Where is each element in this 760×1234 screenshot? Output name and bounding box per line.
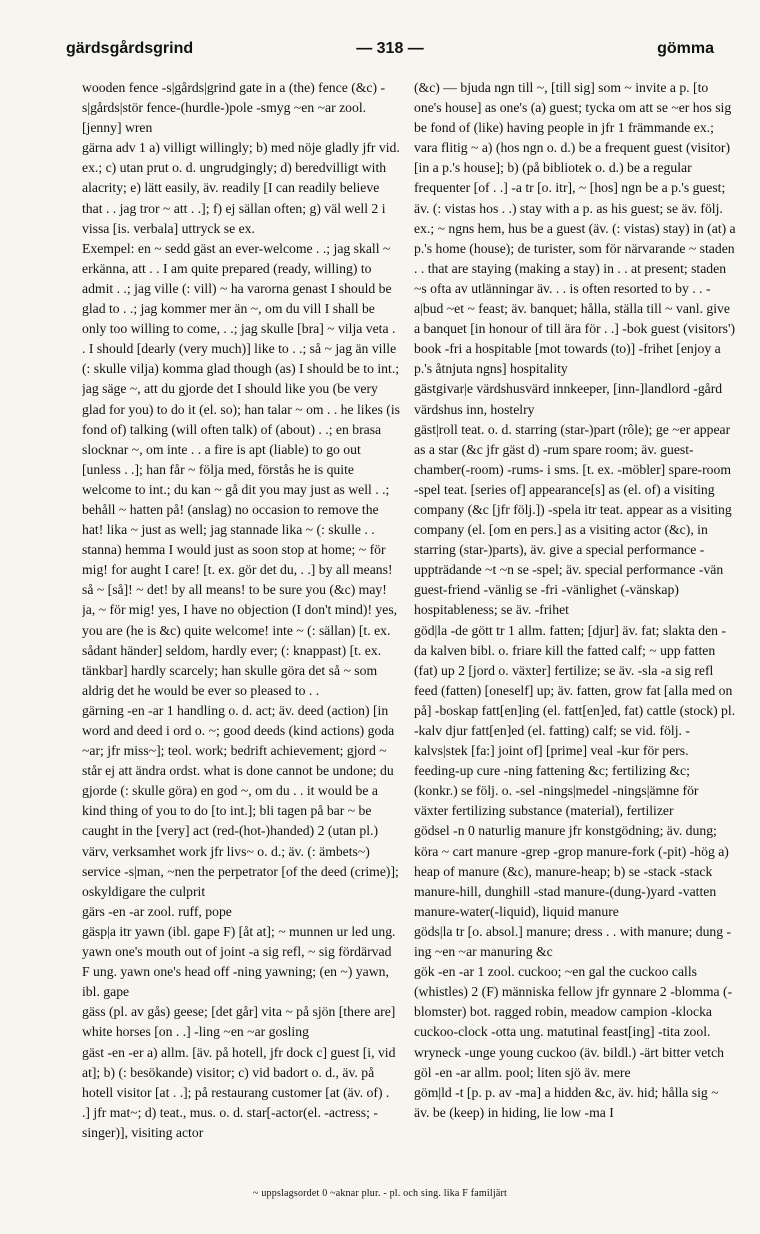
entry-paragraph: gäst -en -er a) allm. [äv. på hotell, jfr dock c] guest [i, vid at]; b) (: besökande) visitor; c) vid badort o. d., äv. på hotell visitor [at . .]; på restaurang customer [at (äv. of) . .] jfr mat~; d) teat., mus. o. d. star[-actor(el. -actress; -singer)], visiting actor [82, 1044, 396, 1140]
right-guide-word: gömma [657, 40, 714, 57]
entry-paragraph: wooden fence -s|gårds|grind gate in a (the) fence (&c) -s|gårds|stör fence-(hurdle-)pole -smyg ~en ~ar zool. [jenny] wren [82, 80, 386, 136]
entry-paragraph: gödsel -n 0 naturlig manure jfr konstgödning; äv. dung; köra ~ cart manure -grep -grop manure-fork (-pit) -hög a) heap of manure (&c), manure-heap; b) se -stack -stack manure-hill, dunghill -stad manure-(dung-)yard -vatten manure-water(-liquid), liquid manure [414, 823, 729, 919]
abbreviation-key-footer: ~ uppslagsordet 0 ~aknar plur. - pl. och sing. lika F familjärt [253, 1188, 507, 1199]
entry-paragraph: gäsp|a itr yawn (ibl. gape F) [åt at]; ~ munnen ur led ung. yawn one's mouth out of joint -a sig refl, ~ sig fördärvad F ung. yawn one's head off -ning yawning; (en ~) yawn, ibl. gape [82, 923, 396, 1000]
entry-paragraph: göm|ld -t [p. p. av -ma] a hidden &c, äv. hid; hålla sig ~ äv. be (keep) in hiding, lie low -ma I [414, 1084, 719, 1120]
entry-paragraph: göds|la tr [o. absol.] manure; dress . . with manure; dung -ing ~en ~ar manuring &c [414, 923, 732, 960]
entry-paragraph: gäss (pl. av gås) geese; [det går] vita ~ på sjön [there are] white horses [on . .] -ling ~en ~ar gosling [82, 1004, 396, 1040]
left-column [82, 78, 400, 1144]
entry-paragraph: gästgivar|e värdshusvärd innkeeper, [inn-]landlord -gård värdshus inn, hostelry [414, 381, 723, 417]
entry-paragraph: gärning -en -ar 1 handling o. d. act; äv. deed (action) [in word and deed i ord o. ~; good deeds (kind actions) goda ~ar; jfr miss~]; teol. work; bedrift achievement; gjord ~ står ej att ändra ordst. what is done cannot be undone; du gjorde (: skulle göra) en god ~, om du . . it would be a kind thing of you to do [to int.]; bli tagen på bar ~ be caught in the [very] act (red-(hot-)handed) 2 (utan pl.) värv, verksamhet work jfr livs~ o. d.; äv. (: ämbets~) service -s|man, ~nen the perpetrator [of the deed (crime)]; oskyldigare the culprit [82, 702, 399, 899]
left-guide-word: gärdsgårdsgrind [66, 40, 194, 57]
right-column [414, 78, 736, 1144]
page-number: — 318 — [356, 40, 424, 57]
page-header [66, 40, 714, 64]
entry-paragraph: göl -en -ar allm. pool; liten sjö äv. mere [414, 1064, 631, 1080]
entry-paragraph: gärna adv 1 a) villigt willingly; b) med nöje gladly jfr vid. ex.; c) utan prut o. d. ungrudgingly; d) beredvilligt with alacrity; e) lätt easily, äv. readily [I can readily believe that . . jag tror ~ att . .]; f) ej sällan often; g) väl well 2 i vissa [is. verbala] uttryck se ex. [82, 140, 400, 236]
entry-paragraph: gärs -en -ar zool. ruff, pope [82, 903, 232, 919]
entry-paragraph: gök -en -ar 1 zool. cuckoo; ~en gal the cuckoo calls (whistles) 2 (F) människa fellow jfr gynnare 2 -blomma (-blomster) bot. ragged robin, meadow campion -klocka cuckoo-clock -otta ung. matutinal feast[ing] -tita zool. wryneck -unge young cuckoo (äv. bildl.) -ärt bitter vetch [414, 964, 733, 1060]
entry-paragraph: gäst|roll teat. o. d. starring (star-)part (rôle); ge ~er appear as a star (&c jfr gäst d) -rum spare room; äv. guest-chamber(-room) -rums- i sms. [t. ex. -möbler] spare-room -spel teat. [series of] appearance[s] as (el. of) a visiting company (&c [jfr följ.]) -spela itr teat. appear as a visiting company (el. [om en pers.] as a visiting actor (&c), in starring (star-)parts), äv. give a special performance -uppträdande ~t ~n se -spel; äv. special performance -vän guest-friend -vänlig se -fri -vänlighet (-vänskap) hospitableness; se äv. -frihet [414, 421, 732, 618]
entry-paragraph: Exempel: en ~ sedd gäst an ever-welcome . .; jag skall ~ erkänna, att . . I am quite prepared (ready, willing) to admit . .; jag ville (: vill) ~ ha varorna genast I should be glad to . .; jag kommer mer än ~, om du vill I shall be only too willing to come, . .; jag skulle [bra] ~ vilja veta . . I should [dearly (very much)] like to . .; så ~ jag än ville (: skulle vilja) komma glad though (as) I should be to int.; jag säge ~, att du gjorde det I should like you (be very glad for you) to do it (el. so); han talar ~ om . . he likes (is fond of) talking (will often talk) of (about) . .; en brasa slocknar ~, om inte . . a fire is apt (liable) to go out [unless . .]; han får ~ följa med, förstås he is quite welcome to int.; du kan ~ gå dit you may just as well . .; behåll ~ hatten på! (anslag) no occasion to remove the hat! lika ~ just as well; jag stannade lika ~ (: skulle . . stanna) hemma I would just as soon stop at home; ~ för mig! for aught I care! [t. ex. gör det du, . .] by all means! så ~ [så]! ~ det! by all means! to be sure you (&c) may! ja, ~ för mig! yes, I have no objection (I don't mind)! yes, you are (he is &c) quite welcome! inte ~ (: sällan) [t. ex. sådant händer] seldom, hardly ever; (: knappast) [t. ex. tänkbar] hardly scarcely; han skulle göra det så ~ som aldrig det he would be ever so pleased to . . [82, 240, 400, 698]
entry-paragraph: göd|la -de gött tr 1 allm. fatten; [djur] äv. fat; slakta den -da kalven bibl. o. friare kill the fatted calf; ~ upp fatten (fat) up 2 [jord o. växter] fertilize; se äv. -sla -a sig refl feed (fatten) [oneself] up; äv. fatten, grow fat [alla med on på] -boskap fatt[en]ing (el. fatt[en]ed, fat) cattle (stock) pl. -kalv djur fatt[en]ed (el. fatting) calf; se vid. följ. -kalvs|stek [fa:] joint of] [prime] veal -kur för pers. feeding-up cure -ning fattening &c; fertilizing &c; (konkr.) se följ. o. -sel -nings|medel -nings|ämne för växter fertilizing substance (material), fertilizer [414, 622, 736, 819]
entry-paragraph: (&c) — bjuda ngn till ~, [till sig] som ~ invite a p. [to one's house] as one's (a) guest; tycka om att se ~er hos sig be fond of (like) having people in jfr 1 främmande ex.; vara flitig ~ a) (hos ngn o. d.) be a frequent guest (visitor) [in a p.'s house]; b) (på bibliotek o. d.) be a regular frequenter [of . .] -a tr [o. itr], ~ [hos] ngn be a p.'s guest; äv. (: vistas hos . .) stay with a p. as his guest; se äv. följ. ex.; ~ ngns hem, hus be a guest (äv. (: vistas) stay) in (at) a p.'s home (house); de turister, som för närvarande ~ staden . . that are staying (making a stay) in . . at present; staden ~s ofta av utlänningar äv. . . is often resorted to by . . -a|bud ~et ~ feast; äv. banquet; hålla, ställa till ~ vanl. give a banquet [in honour of till ära för . .] -bok guest (visitors') book -fri a hospitable [mot towards (to)] -frihet [enjoy a p.'s åtnjuta ngns] hospitality [414, 80, 736, 377]
